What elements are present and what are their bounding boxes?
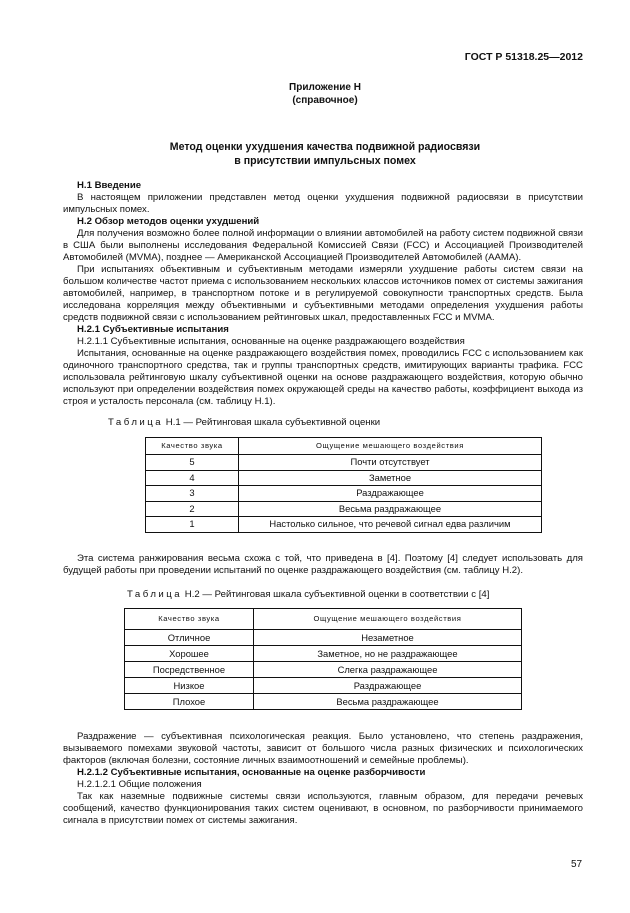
standard-number: ГОСТ Р 51318.25—2012 xyxy=(464,51,583,63)
table1-caption xyxy=(108,417,380,429)
paragraph: Раздражение — субъективная психологическая реакция. Было установлено, что степень раздражения, вызываемого помехами звуковой частоты, зависит от большого числа разных физических и психологических факторов (включая болезни, состояние личных взаимоотношений и семейные проблемы). xyxy=(63,731,583,766)
cell-effect: Почти отсутствует xyxy=(239,455,542,471)
title-line-2: в присутствии импульсных помех xyxy=(234,155,416,167)
heading-h212: Н.2.1.2 Субъективные испытания, основанные на оценке разборчивости xyxy=(77,767,426,778)
table-row xyxy=(146,470,542,486)
table-row xyxy=(146,455,542,471)
table-row xyxy=(125,646,522,662)
cell-quality: Хорошее xyxy=(125,646,254,662)
caption-text: Н.1 — Рейтинговая шкала субъективной оценки xyxy=(165,417,381,428)
paragraph: При испытаниях объективным и субъективным методами измеряли ухудшение работы систем связи на большом количестве частот приема с использованием нескольких классов источников помех от системы зажигания автомобилей, например, в транспортном потоке и в регулируемой совокупности транспортных средств. Была исследована корреляция между объективными и субъективными методами определения ухудшения работы средств подвижной связи с использованием рейтинговых шкал, предоставленных FCC и MVMA. xyxy=(63,264,583,323)
page-number: 57 xyxy=(571,859,583,870)
cell-effect: Заметное xyxy=(239,470,542,486)
table-2 xyxy=(124,608,522,710)
cell-quality: Плохое xyxy=(125,694,254,710)
cell-quality: 3 xyxy=(146,486,239,502)
cell-quality: Посредственное xyxy=(125,662,254,678)
paragraph: Испытания, основанные на оценке раздражающего воздействия помех, проводились FCC с использованием как одиночного транспортного средства, так и группы транспортных средств, имитирующих варианты трафика. FCC использовала рейтинговую шкалу субъективной оценки на основе раздражающего воздействия, которую обычно используют при определении воздействия помех окружающей среды на качество работы, коэффициент выхода из строя и усталость персонала (см. таблицу Н.1). xyxy=(63,348,583,407)
cell-quality: 2 xyxy=(146,501,239,517)
heading-h1: Н.1 Введение xyxy=(77,180,142,191)
paragraph: Так как наземные подвижные системы связи используются, главным образом, для передачи речевых сообщений, качество функционирования таких систем оценивают, в основном, по разборчивости принимаемого сигнала в присутствии помех от системы зажигания. xyxy=(63,791,583,826)
cell-quality: 1 xyxy=(146,517,239,533)
caption-label: Таблица xyxy=(127,589,183,600)
column-header: Ощущение мешающего воздействия xyxy=(254,609,522,630)
cell-quality: 4 xyxy=(146,470,239,486)
table-row xyxy=(146,486,542,502)
table2-caption xyxy=(127,589,489,601)
paragraph: В настоящем приложении представлен метод оценки ухудшения подвижной радиосвязи в присутствии импульсных помех. xyxy=(63,192,583,215)
cell-quality: Отличное xyxy=(125,630,254,646)
title-line-1: Метод оценки ухудшения качества подвижной радиосвязи xyxy=(169,141,481,153)
document-title xyxy=(0,140,630,168)
subheading-h211: Н.2.1.1 Субъективные испытания, основанные на оценке раздражающего воздействия xyxy=(77,336,465,347)
column-header: Ощущение мешающего воздействия xyxy=(239,438,542,455)
cell-effect: Весьма раздражающее xyxy=(254,694,522,710)
table-row xyxy=(125,694,522,710)
paragraph: Для получения возможно более полной информации о влиянии автомобилей на работу систем подвижной связи в США были выполнены исследования Федеральной Комиссией Связи (FCC) и Ассоциацией Производителей Автомобилей (MVMA), позднее — Американской Ассоциацией Производителей Автомобилей (AAMA). xyxy=(63,228,583,263)
paragraph: Эта система ранжирования весьма схожа с той, что приведена в [4]. Поэтому [4] следует использовать для будущей работы при проведении испытаний по оценке раздражающего воздействия (см. таблицу Н.2). xyxy=(63,553,583,576)
table-row xyxy=(146,501,542,517)
appendix-title: Приложение Н xyxy=(289,82,361,93)
subheading-h2121: Н.2.1.2.1 Общие положения xyxy=(77,779,202,790)
cell-effect: Незаметное xyxy=(254,630,522,646)
column-header: Качество звука xyxy=(125,609,254,630)
cell-effect: Раздражающее xyxy=(239,486,542,502)
paragraph-between xyxy=(63,553,583,577)
cell-quality: Низкое xyxy=(125,678,254,694)
section-intelligibility xyxy=(63,731,583,827)
heading-h2: Н.2 Обзор методов оценки ухудшений xyxy=(77,216,260,227)
caption-text: Н.2 — Рейтинговая шкала субъективной оценки в соответствии с [4] xyxy=(184,589,490,600)
cell-effect: Заметное, но не раздражающее xyxy=(254,646,522,662)
caption-label: Таблица xyxy=(108,417,164,428)
cell-effect: Весьма раздражающее xyxy=(239,501,542,517)
appendix-note: (справочное) xyxy=(292,95,358,106)
table-row xyxy=(146,517,542,533)
cell-effect: Раздражающее xyxy=(254,678,522,694)
heading-h21: Н.2.1 Субъективные испытания xyxy=(77,324,229,335)
table-row xyxy=(125,630,522,646)
section-intro xyxy=(63,180,583,408)
table-row xyxy=(125,678,522,694)
column-header: Качество звука xyxy=(146,438,239,455)
table-1 xyxy=(145,437,542,533)
cell-effect: Слегка раздражающее xyxy=(254,662,522,678)
table-row xyxy=(125,662,522,678)
cell-quality: 5 xyxy=(146,455,239,471)
cell-effect: Настолько сильное, что речевой сигнал едва различим xyxy=(239,517,542,533)
